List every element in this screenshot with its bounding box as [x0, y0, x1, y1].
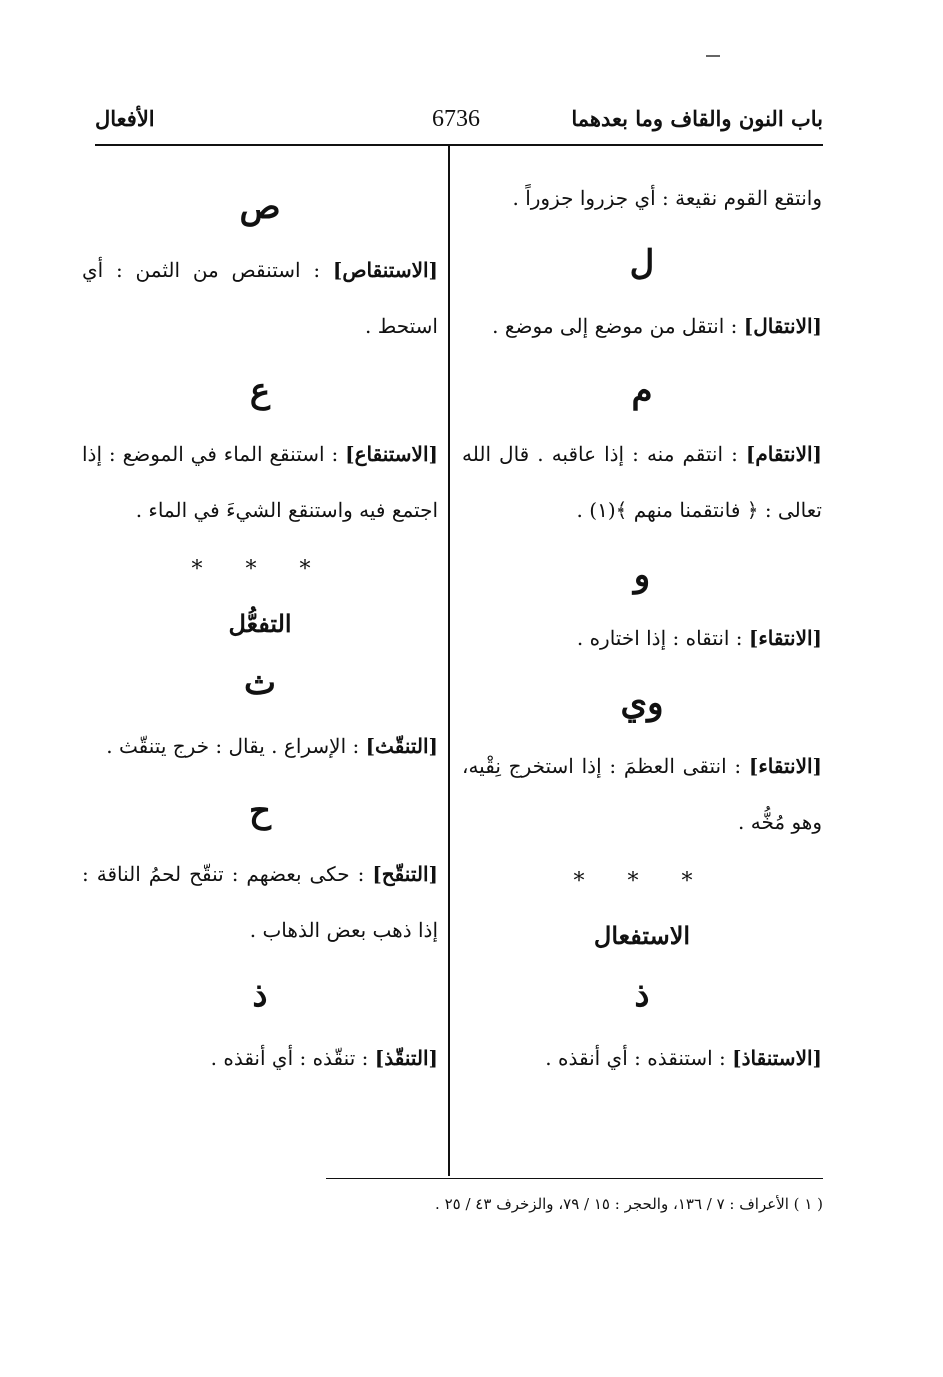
entry-headword: [التنقّح] [372, 862, 438, 886]
entry-headword: [الاستنقاذ] [732, 1046, 822, 1070]
entry-headword: [الانتقام] [745, 442, 822, 466]
section-separator: * * * [191, 557, 329, 582]
right-column [462, 170, 822, 1086]
letter-heading-waw-ya: وي [620, 683, 664, 723]
footnote-rule [326, 1178, 823, 1179]
section-separator: * * * [573, 869, 711, 894]
letter-heading-lam: ل [629, 243, 655, 283]
letter-heading-tha: ث [243, 663, 276, 703]
entry-intiqal [462, 298, 822, 354]
entry-headword: [الاستنقاص] [332, 258, 438, 282]
entry-headword: [التنقّذ] [374, 1046, 438, 1070]
section-title-istifal: الاستفعال [593, 921, 691, 950]
left-column [82, 170, 438, 1086]
entry-istinqas [82, 242, 438, 354]
entry-intiqa-1 [462, 610, 822, 666]
entry-headword: [الانتقاء] [748, 754, 822, 778]
letter-heading-sad: ص [239, 187, 281, 227]
entry-definition: : استنقع الماء في الموضع : إذا اجتمع فيه واستنقع الشيءَ في الماء . [82, 442, 438, 522]
entry-definition: : انتقى العظمَ : إذا استخرج نِقْيه، وهو مُخُّه . [462, 754, 822, 834]
entry-headword: [الاستنقاع] [345, 442, 438, 466]
letter-heading-waw: و [633, 555, 651, 595]
entry-intiqa-2 [462, 738, 822, 850]
intro-text: وانتقع القوم نقيعة : أي جزروا جزوراً . [512, 186, 822, 210]
entry-intiqam [462, 426, 822, 538]
entry-tanaqqath [82, 718, 438, 774]
footnote: ( ١ ) الأعراف : ٧ / ١٣٦، والحجر : ١٥ / ٧٩، والزخرف ٤٣ / ٢٥ . [435, 1195, 823, 1213]
entry-definition: : انتقاه : إذا اختاره . [576, 626, 749, 650]
letter-heading-dhal: ذ [634, 975, 650, 1015]
letter-heading-ha: ح [249, 791, 271, 831]
entry-definition: : استنقذه : أي أنقذه . [545, 1046, 733, 1070]
chapter-heading: باب النون والقاف وما بعدهما [571, 106, 823, 131]
entry-tanaqquh [82, 846, 438, 958]
entry-definition: : استنقص من الثمن : أي استحط . [82, 258, 438, 338]
column-divider [448, 146, 450, 1176]
entry-definition: : الإسراع . يقال : خرج يتنقّث . [106, 734, 366, 758]
letter-heading-ayn: ع [249, 371, 271, 411]
entry-definition: : تنقّذه : أي أنقذه . [210, 1046, 375, 1070]
entry-headword: [الانتقال] [743, 314, 822, 338]
section-heading: الأفعال [95, 106, 155, 131]
letter-heading-mim: م [631, 371, 653, 411]
entry-headword: [الانتقاء] [748, 626, 822, 650]
section-title-tafaul: التفعُّل [228, 609, 292, 638]
scan-mark [706, 55, 720, 57]
entry-istinqa [82, 426, 438, 538]
entry-definition: : انتقل من موضع إلى موضع . [492, 314, 744, 338]
entry-definition: : انتقم منه : إذا عاقبه . قال الله تعالى : ﴿ فانتقمنا منهم ﴾(١) . [462, 442, 822, 522]
letter-heading-dhal: ذ [252, 975, 268, 1015]
entry-definition: : حكى بعضهم : تنقّح لحمُ الناقة : إذا ذهب بعض الذهاب . [82, 862, 438, 942]
page-number: 6736 [432, 106, 480, 132]
header-rule [95, 144, 823, 146]
entry-headword: [التنقّث] [365, 734, 438, 758]
entry-tanaqqudh [82, 1030, 438, 1086]
entry-istinqadh [462, 1030, 822, 1086]
